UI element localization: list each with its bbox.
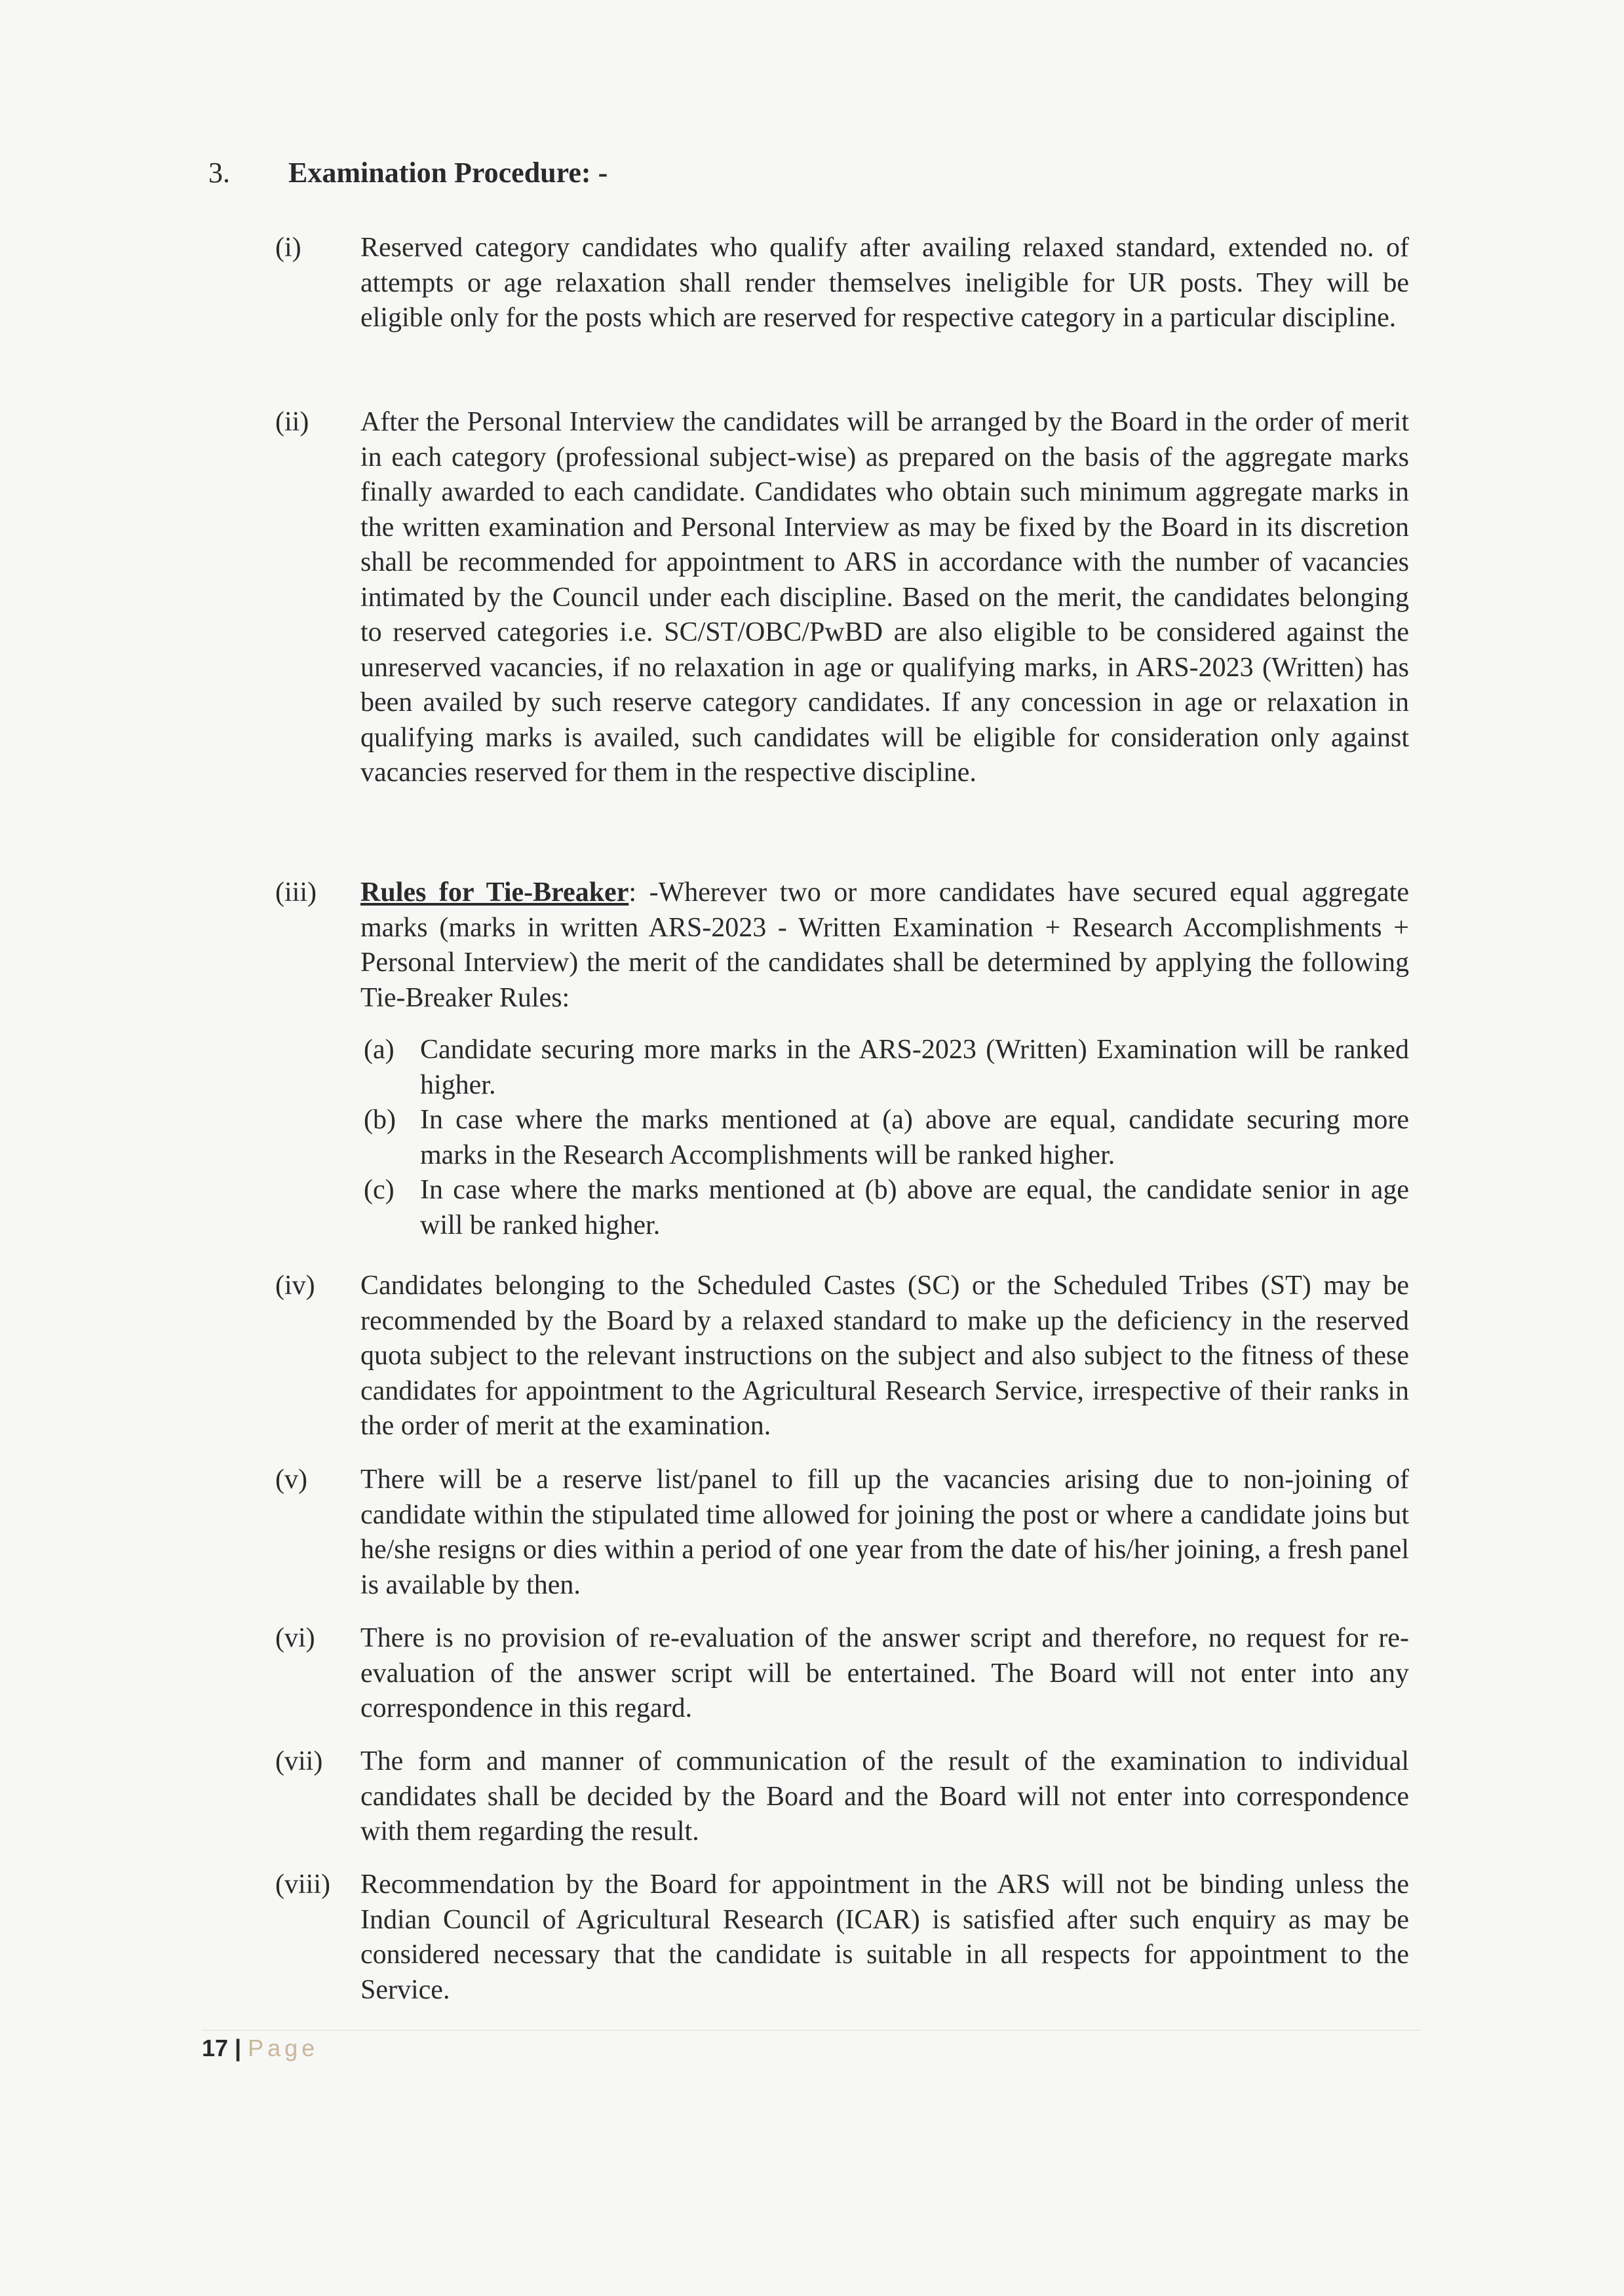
list-item	[275, 405, 1409, 791]
list-item	[275, 231, 1409, 336]
sub-item-text: Candidate securing more marks in the ARS-2023 (Written) Examination will be ranked higher.	[420, 1035, 1409, 1100]
item-text: Candidates belonging to the Scheduled Castes (SC) or the Scheduled Tribes (ST) may be recommended by the Board by a relaxed standard to make up the deficiency in the reserved quota subject to the relevant instructions on the subject and also subject to the fitness of these candidates for appointment to the Agricultural Research Service, irrespective of their ranks in the order of merit at the examination.	[360, 1271, 1409, 1441]
list-item	[364, 1103, 1409, 1173]
sub-item-label: (c)	[364, 1175, 395, 1205]
section-number: 3.	[208, 157, 230, 189]
list-item	[364, 1173, 1409, 1243]
list-item	[364, 1033, 1409, 1103]
item-text: Reserved category candidates who qualify after availing relaxed standard, extended no. of attempts or age relaxation shall render themselves ineligible for UR posts. They will be eligible only for the posts which are reserved for respective category in a particular discipline.	[360, 233, 1409, 333]
item-label: (iii)	[275, 877, 317, 908]
list-item	[275, 1867, 1409, 2008]
item-label: (iv)	[275, 1271, 315, 1301]
list-item	[275, 1621, 1409, 1727]
list-item	[275, 875, 1409, 1016]
item-label: (vi)	[275, 1623, 315, 1653]
section-title: Examination Procedure: -	[288, 157, 608, 189]
list-item	[275, 1744, 1409, 1850]
item-text	[360, 875, 1409, 1016]
item-text: After the Personal Interview the candidates will be arranged by the Board in the order of merit in each category (professional subject-wise) as prepared on the basis of the aggregate marks finally awarded to each candidate. Candidates who obtain such minimum aggregate marks in the written examination and Personal Interview as may be fixed by the Board in its discretion shall be recommended for appointment to ARS in accordance with the number of vacancies intimated by the Council under each discipline. Based on the merit, the candidates belonging to reserved categories i.e. SC/ST/OBC/PwBD are also eligible to be considered against the unreserved vacancies, if no relaxation in age or qualifying marks, in ARS-2023 (Written) has been availed by such reserve category candidates. If any concession in age or relaxation in qualifying marks is availed, such candidates will be eligible for consideration only against vacancies reserved for them in the respective discipline.	[360, 407, 1409, 788]
tie-breaker-intro: : -Wherever two or more candidates have secured equal aggregate marks (marks in written ARS-2023 - Written Examination + Research Accomplishments + Personal Interview) the merit of the candidates shall be determined by applying the following Tie-Breaker Rules:	[360, 877, 1409, 1013]
page-word: Page	[248, 2035, 319, 2061]
footer-divider	[202, 2030, 1421, 2031]
item-label: (ii)	[275, 407, 309, 437]
item-label: (i)	[275, 233, 301, 263]
item-text: The form and manner of communication of the result of the examination to individual candidates shall be decided by the Board and the Board will not enter into correspondence with them regarding the result.	[360, 1746, 1409, 1846]
list-item	[275, 1463, 1409, 1603]
page-number: 17	[202, 2035, 229, 2061]
tie-breaker-heading: Rules for Tie-Breaker	[360, 877, 629, 908]
footer-separator: |	[235, 2035, 242, 2061]
list-item	[275, 1269, 1409, 1444]
sub-item-label: (a)	[364, 1035, 395, 1065]
sub-item-text: In case where the marks mentioned at (a) above are equal, candidate securing more marks in the Research Accomplishments will be ranked higher.	[420, 1105, 1409, 1170]
tie-breaker-rules	[364, 1033, 1409, 1243]
item-text: Recommendation by the Board for appointment in the ARS will not be binding unless the Indian Council of Agricultural Research (ICAR) is satisfied after such enquiry as may be considered necessary that the candidate is suitable in all respects for appointment to the Service.	[360, 1869, 1409, 2005]
item-label: (viii)	[275, 1869, 330, 1900]
item-text: There is no provision of re-evaluation of the answer script and therefore, no request for re-evaluation of the answer script will be entertained. The Board will not enter into any correspondence in this regard.	[360, 1623, 1409, 1723]
item-label: (v)	[275, 1464, 307, 1495]
sub-item-text: In case where the marks mentioned at (b) above are equal, the candidate senior in age will be ranked higher.	[420, 1175, 1409, 1240]
item-text: There will be a reserve list/panel to fill up the vacancies arising due to non-joining of candidate within the stipulated time allowed for joining the post or where a candidate joins but he/she resigns or dies within a period of one year from the date of his/her joining, a fresh panel is available by then.	[360, 1464, 1409, 1600]
page-footer	[202, 2035, 319, 2062]
item-label: (vii)	[275, 1746, 323, 1776]
section-heading	[208, 155, 608, 191]
sub-item-label: (b)	[364, 1105, 396, 1135]
